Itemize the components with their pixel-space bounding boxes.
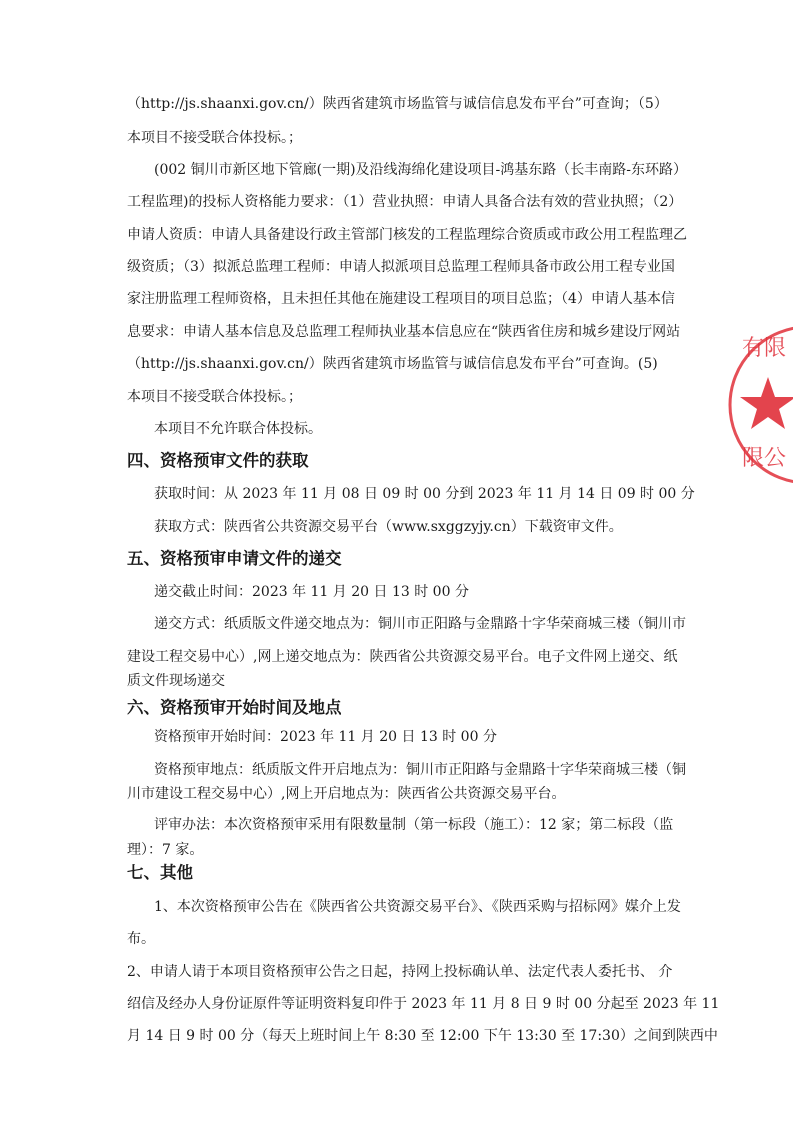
paragraph-line: 2、申请人请于本项目资格预审公告之日起，持网上投标确认单、法定代表人委托书、 介 bbox=[127, 964, 673, 980]
paragraph-line: 1、本次资格预审公告在《陕西省公共资源交易平台》、《陕西采购与招标网》媒介上发 bbox=[154, 899, 681, 915]
seal-text-top: 有限 bbox=[742, 336, 787, 361]
section-heading: 五、资格预审申请文件的递交 bbox=[127, 549, 342, 568]
section-heading: 四、资格预审文件的获取 bbox=[127, 451, 309, 470]
paragraph-line: 申请人资质：申请人具备建设行政主管部门核发的工程监理综合资质或市政公用工程监理乙 bbox=[127, 227, 687, 243]
paragraph-line: 绍信及经办人身份证原件等证明资料复印件于 2023 年 11 月 8 日 9 时 00 分起至 2023 年 11 bbox=[127, 996, 720, 1012]
paragraph-line: 评审办法：本次资格预审采用有限数量制（第一标段（施工）：12 家；第二标段（监 bbox=[154, 817, 674, 833]
paragraph-line: （http://js.shaanxi.gov.cn/）陕西省建筑市场监管与诚信信息发布平台”可查询；（5） bbox=[127, 96, 668, 112]
paragraph-line: 川市建设工程交易中心）,网上开启地点为：陕西省公共资源交易平台。 bbox=[127, 786, 566, 802]
seal-text-bottom: 限公 bbox=[742, 446, 787, 471]
paragraph-line: 级资质；（3）拟派总监理工程师：申请人拟派项目总监理工程师具备市政公用工程专业国 bbox=[127, 259, 675, 275]
paragraph-line: 本项目不接受联合体投标。； bbox=[127, 130, 302, 146]
paragraph-line: 质文件现场递交 bbox=[127, 673, 225, 689]
paragraph-line: 资格预审开始时间：2023 年 11 月 20 日 13 时 00 分 bbox=[154, 729, 497, 745]
seal-star-icon bbox=[740, 377, 793, 429]
paragraph-line: 获取方式：陕西省公共资源交易平台（www.sxggzyjy.cn）下载资审文件。 bbox=[154, 519, 623, 535]
company-seal-stamp bbox=[728, 315, 793, 495]
paragraph-line: 资格预审地点：纸质版文件开启地点为：铜川市正阳路与金鼎路十字华荣商城三楼（铜 bbox=[154, 762, 686, 778]
paragraph-line: (002 铜川市新区地下管廊(一期)及沿线海绵化建设项目-鸿基东路（长丰南路-东环路） bbox=[154, 162, 688, 178]
paragraph-line: 布。 bbox=[127, 931, 155, 947]
section-heading: 六、资格预审开始时间及地点 bbox=[127, 698, 342, 717]
paragraph-line: 本项目不接受联合体投标。； bbox=[127, 389, 302, 405]
paragraph-line: 递交截止时间：2023 年 11 月 20 日 13 时 00 分 bbox=[154, 584, 469, 600]
paragraph-line: 本项目不允许联合体投标。 bbox=[154, 421, 322, 437]
paragraph-line: 工程监理)的投标人资格能力要求：（1）营业执照：申请人具备合法有效的营业执照；（2） bbox=[127, 194, 683, 210]
paragraph-line: 获取时间：从 2023 年 11 月 08 日 09 时 00 分到 2023 年 11 月 14 日 09 时 00 分 bbox=[154, 486, 695, 502]
paragraph-line: 家注册监理工程师资格，且未担任其他在施建设工程项目的项目总监；（4）申请人基本信 bbox=[127, 291, 675, 307]
paragraph-line: 息要求：申请人基本信息及总监理工程师执业基本信息应在“陕西省住房和城乡建设厅网站 bbox=[127, 324, 681, 340]
paragraph-line: 理）：7 家。 bbox=[127, 842, 204, 858]
paragraph-line: 建设工程交易中心）,网上递交地点为：陕西省公共资源交易平台。电子文件网上递交、纸 bbox=[127, 649, 678, 665]
section-heading: 七、其他 bbox=[127, 863, 193, 882]
paragraph-line: 递交方式：纸质版文件递交地点为：铜川市正阳路与金鼎路十字华荣商城三楼（铜川市 bbox=[154, 616, 686, 632]
paragraph-line: 月 14 日 9 时 00 分（每天上班时间上午 8:30 至 12:00 下午 13:30 至 17:30）之间到陕西中 bbox=[127, 1028, 718, 1044]
paragraph-line: （http://js.shaanxi.gov.cn/）陕西省建筑市场监管与诚信信息发布平台”可查询。(5) bbox=[127, 356, 658, 372]
